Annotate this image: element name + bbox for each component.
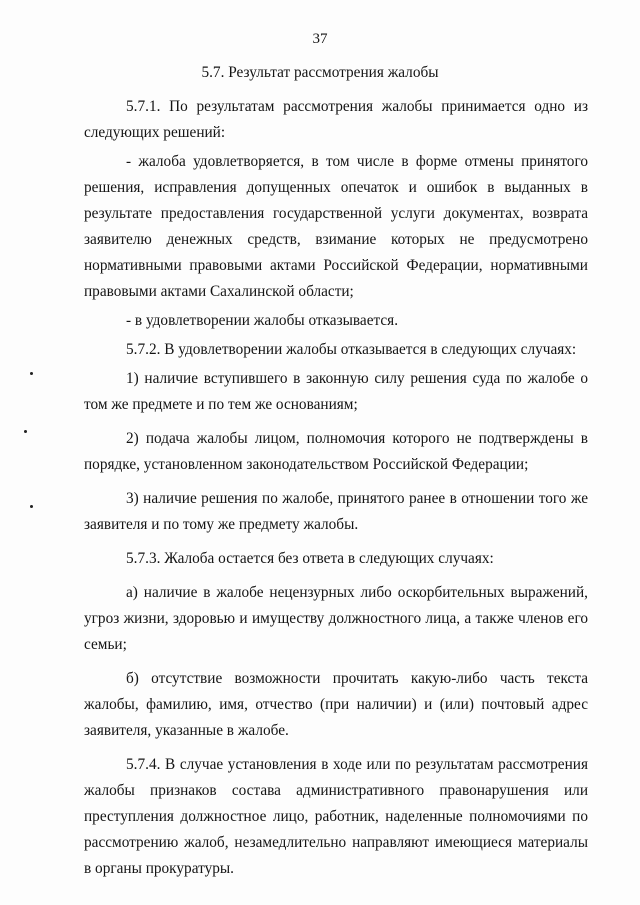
page-number: 37 — [312, 31, 328, 47]
paragraph-complaint-rejected: - в удовлетворении жалобы отказывается. — [126, 312, 399, 329]
paragraph-5-7-3: 5.7.3. Жалоба остается без ответа в следующих случаях: — [126, 550, 494, 567]
scan-mark — [30, 372, 33, 375]
paragraph-no-answer-b: б) отсутствие возможности прочитать какую-либо часть текста жалобы, фамилию, имя, отчество (при наличии) и (или) почтовый адрес заявителя, указанные в жалобе. — [84, 670, 588, 739]
paragraph-5-7-2: 5.7.2. В удовлетворении жалобы отказывается в следующих случаях: — [126, 341, 577, 358]
paragraph-refusal-2: 2) подача жалобы лицом, полномочия которого не подтверждены в порядке, установленном законодательством Российской Федерации; — [84, 430, 588, 473]
document-body — [84, 94, 588, 882]
paragraph-refusal-1: 1) наличие вступившего в законную силу решения суда по жалобе о том же предмете и по тем же основаниям; — [84, 370, 588, 413]
paragraph-5-7-1: 5.7.1. По результатам рассмотрения жалобы принимается одно из следующих решений: — [84, 98, 588, 141]
section-title: 5.7. Результат рассмотрения жалобы — [201, 64, 439, 81]
paragraph-complaint-satisfied: - жалоба удовлетворяется, в том числе в форме отмены принятого решения, исправления допущенных опечаток и ошибок в выданных в результате предоставления государственной услуги документах, возврата заявителю денежных средств, взимание которых не предусмотрено нормативными правовыми актами Российской Федерации, нормативными правовыми актами Сахалинской области; — [84, 153, 588, 300]
paragraph-5-7-4: 5.7.4. В случае установления в ходе или по результатам рассмотрения жалобы признаков состава административного правонарушения или преступления должностное лицо, работник, наделенные полномочиями по рассмотрению жалоб, незамедлительно направляют имеющиеся материалы в органы прокуратуры. — [84, 756, 588, 877]
scan-mark — [24, 430, 27, 433]
scan-mark — [30, 505, 33, 508]
paragraph-refusal-3: 3) наличие решения по жалобе, принятого ранее в отношении того же заявителя и по тому же предмету жалобы. — [84, 490, 588, 533]
paragraph-no-answer-a: а) наличие в жалобе нецензурных либо оскорбительных выражений, угроз жизни, здоровью и имуществу должностного лица, а также членов его семьи; — [84, 584, 588, 653]
